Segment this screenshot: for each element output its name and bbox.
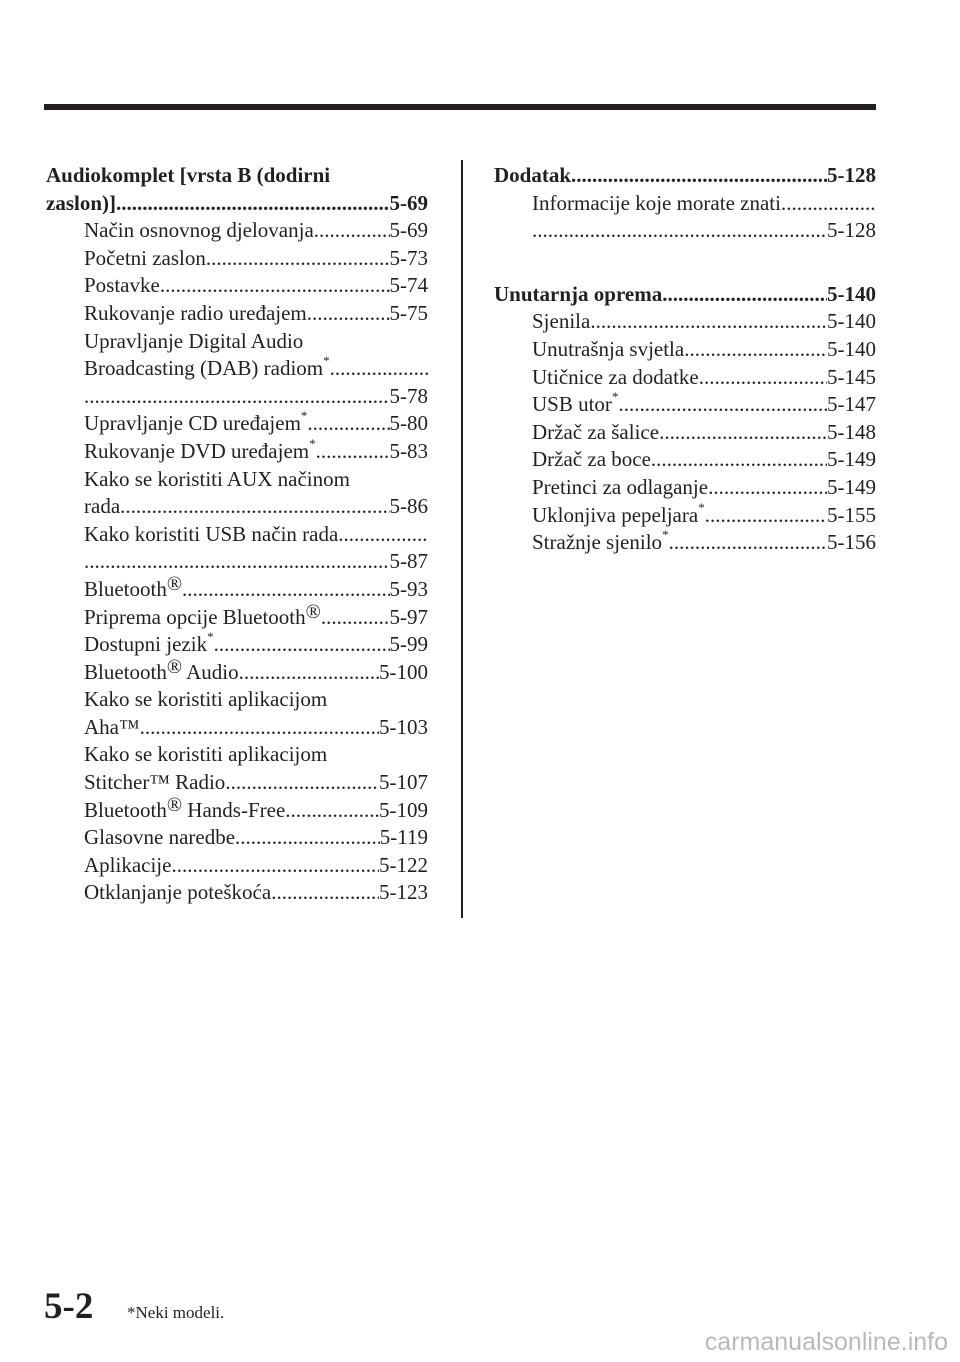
entry-line xyxy=(84,714,428,742)
page-reference[interactable]: 5-119 xyxy=(379,825,428,850)
page-reference[interactable]: 5-149 xyxy=(827,447,876,472)
entry-text: Unutrašnja svjetla xyxy=(532,336,685,361)
page-reference[interactable]: 5-93 xyxy=(389,576,428,601)
entry-text: Rukovanje radio uređajem xyxy=(84,300,307,325)
dot-leader xyxy=(307,410,389,438)
toc-subentry[interactable] xyxy=(46,410,428,438)
toc-subentry[interactable] xyxy=(46,383,428,411)
dot-leader xyxy=(618,391,827,419)
watermark: carmanualsonline.info xyxy=(704,1328,948,1356)
entry-line xyxy=(532,217,876,245)
page-reference[interactable]: 5-140 xyxy=(827,336,876,361)
registered-mark: ® xyxy=(166,572,183,595)
entry-line xyxy=(84,655,428,687)
page-reference[interactable]: 5-103 xyxy=(379,714,428,739)
toc-subentry[interactable] xyxy=(46,355,428,383)
entry-line xyxy=(84,272,428,300)
toc-section-entry[interactable] xyxy=(46,162,428,190)
entry-text: Kako se koristiti AUX načinom xyxy=(84,466,350,491)
dot-leader xyxy=(84,383,390,411)
page-reference[interactable]: 5-83 xyxy=(389,438,428,463)
entry-line xyxy=(532,474,876,502)
entry-line xyxy=(84,217,428,245)
entry-line xyxy=(84,435,428,466)
page-reference[interactable]: 5-145 xyxy=(827,364,876,389)
entry-text: Utičnice za dodatke xyxy=(532,364,699,389)
entry-line xyxy=(84,631,428,659)
toc-subentry[interactable] xyxy=(494,391,876,419)
toc-section-entry[interactable] xyxy=(494,281,876,309)
entry-line xyxy=(84,548,428,576)
dot-leader xyxy=(206,245,390,273)
dot-leader xyxy=(659,419,827,447)
page-reference[interactable]: 5-99 xyxy=(389,632,428,657)
toc-subentry[interactable] xyxy=(46,769,428,797)
dot-leader xyxy=(235,824,380,852)
dot-leader xyxy=(84,548,390,576)
entry-text: Bluetooth® Hands-Free xyxy=(84,793,286,822)
page-reference[interactable]: 5-148 xyxy=(827,419,876,444)
dot-leader xyxy=(171,852,379,880)
entry-line xyxy=(84,600,428,632)
footnote-marker: * xyxy=(309,435,316,451)
entry-line xyxy=(84,383,428,411)
entry-text: Držač za šalice xyxy=(532,419,660,444)
entry-title xyxy=(84,328,428,356)
entry-text: Pretinci za odlaganje xyxy=(532,474,709,499)
footnote-marker: * xyxy=(611,389,619,405)
entry-text: Bluetooth® Audio xyxy=(84,655,239,684)
entry-line xyxy=(494,162,876,190)
entry-line xyxy=(84,493,428,521)
page-reference[interactable]: 5-74 xyxy=(389,273,428,298)
toc-subentry[interactable] xyxy=(46,741,428,769)
dot-leader xyxy=(307,300,390,328)
toc-subentry[interactable] xyxy=(46,655,428,687)
entry-line xyxy=(532,499,876,530)
entry-line xyxy=(46,190,428,218)
page-reference[interactable]: 5-73 xyxy=(389,245,428,270)
page-reference[interactable]: 5-128 xyxy=(827,163,876,187)
toc-subentry[interactable] xyxy=(46,548,428,576)
toc-subentry[interactable] xyxy=(494,308,876,336)
toc-subentry[interactable] xyxy=(46,686,428,714)
dot-leader xyxy=(699,364,827,392)
toc-subentry[interactable] xyxy=(494,190,876,218)
dot-leader xyxy=(669,529,827,557)
entry-line xyxy=(532,336,876,364)
footnote-marker: * xyxy=(698,499,705,515)
page-reference[interactable]: 5-128 xyxy=(827,218,876,243)
toc-subentry[interactable] xyxy=(494,446,876,474)
page-reference[interactable]: 5-109 xyxy=(379,797,428,822)
entry-line xyxy=(494,281,876,309)
entry-text: Informacije koje morate znati xyxy=(532,190,781,215)
page-reference[interactable]: 5-140 xyxy=(827,281,876,306)
footnote-marker: * xyxy=(207,629,214,645)
entry-line xyxy=(84,245,428,273)
entry-line xyxy=(84,852,428,880)
entry-line xyxy=(532,308,876,336)
entry-line xyxy=(532,419,876,447)
page-reference[interactable]: 5-123 xyxy=(379,880,428,905)
registered-mark: ® xyxy=(166,793,183,816)
entry-text: Priprema opcije Bluetooth® xyxy=(84,600,321,629)
column-divider xyxy=(461,160,463,918)
registered-mark: ® xyxy=(305,600,321,623)
page-reference[interactable]: 5-122 xyxy=(379,852,428,877)
toc-subentry[interactable] xyxy=(46,600,428,632)
dot-leader xyxy=(781,190,876,218)
entry-text: Aha™ xyxy=(84,714,140,739)
toc-subentry[interactable] xyxy=(46,631,428,659)
entry-line xyxy=(84,793,428,825)
toc-subentry[interactable] xyxy=(494,364,876,392)
dot-leader xyxy=(590,308,827,336)
toc-subentry[interactable] xyxy=(46,435,428,466)
entry-text: Audiokomplet [vrsta B (dodirni xyxy=(46,163,331,187)
page-reference[interactable]: 5-97 xyxy=(389,604,428,629)
toc-subentry[interactable] xyxy=(46,824,428,852)
entry-title xyxy=(46,162,428,190)
entry-text: Dostupni jezik* xyxy=(84,629,214,657)
page-reference[interactable]: 5-69 xyxy=(389,218,428,243)
toc-subentry[interactable] xyxy=(494,217,876,245)
toc-subentry[interactable] xyxy=(46,793,428,825)
page-reference[interactable]: 5-147 xyxy=(827,392,876,417)
toc-subentry[interactable] xyxy=(46,466,428,494)
entry-text: Uklonjiva pepeljara* xyxy=(532,499,705,527)
section-gap xyxy=(494,245,876,281)
entry-line xyxy=(84,410,428,438)
toc-subentry[interactable] xyxy=(46,300,428,328)
page-reference[interactable]: 5-140 xyxy=(827,309,876,334)
dot-leader xyxy=(271,879,379,907)
toc-subentry[interactable] xyxy=(494,336,876,364)
page-reference[interactable]: 5-107 xyxy=(379,770,428,795)
top-rule xyxy=(44,104,876,110)
entry-line xyxy=(84,824,428,852)
footnote-marker: * xyxy=(300,408,308,424)
toc-left-column xyxy=(46,162,428,907)
toc-subentry[interactable] xyxy=(46,879,428,907)
dot-leader xyxy=(338,521,428,549)
dot-leader xyxy=(285,797,379,825)
dot-leader xyxy=(116,190,390,218)
entry-line xyxy=(84,879,428,907)
entry-text: Upravljanje Digital Audio xyxy=(84,328,304,353)
entry-line xyxy=(84,355,428,383)
entry-text: Aplikacije xyxy=(84,852,172,877)
toc-subentry[interactable] xyxy=(46,493,428,521)
dot-leader xyxy=(571,162,827,190)
dot-leader xyxy=(120,493,389,521)
entry-title xyxy=(84,466,428,494)
footnote-marker: * xyxy=(323,353,330,369)
entry-text: Bluetooth® xyxy=(84,572,183,601)
entry-line xyxy=(532,364,876,392)
toc-subentry[interactable] xyxy=(494,419,876,447)
entry-line xyxy=(84,769,428,797)
dot-leader xyxy=(532,217,827,245)
dot-leader xyxy=(708,474,827,502)
entry-text: Stražnje sjenilo* xyxy=(532,527,669,555)
dot-leader xyxy=(662,281,827,309)
registered-mark: ® xyxy=(166,655,183,678)
dot-leader xyxy=(225,769,379,797)
toc-subentry[interactable] xyxy=(46,714,428,742)
page-number: 5-2 xyxy=(44,1286,94,1327)
entry-text: Način osnovnog djelovanja xyxy=(84,218,314,243)
page-reference[interactable]: 5-86 xyxy=(389,494,428,519)
dot-leader xyxy=(321,604,390,632)
entry-line xyxy=(532,190,876,218)
dot-leader xyxy=(239,659,379,687)
entry-text: Kako koristiti USB način rada xyxy=(84,521,339,546)
toc-right-column xyxy=(494,162,876,557)
footnote-marker: * xyxy=(662,527,669,543)
entry-text: Držač za boce xyxy=(532,447,651,472)
toc-subentry[interactable] xyxy=(46,245,428,273)
page-reference[interactable]: 5-156 xyxy=(827,530,876,555)
page-reference[interactable]: 5-78 xyxy=(389,383,428,408)
entry-text: Kako se koristiti aplikacijom xyxy=(84,742,328,767)
entry-line xyxy=(84,521,428,549)
dot-leader xyxy=(705,502,827,530)
entry-line xyxy=(84,572,428,604)
entry-text: Glasovne naredbe xyxy=(84,825,236,850)
entry-title xyxy=(84,741,428,769)
entry-text: Kako se koristiti aplikacijom xyxy=(84,687,328,712)
entry-text: Stitcher™ Radio xyxy=(84,770,226,795)
page-reference[interactable]: 5-100 xyxy=(379,659,428,684)
toc-subentry[interactable] xyxy=(494,474,876,502)
entry-text: Sjenila xyxy=(532,309,591,334)
toc-section-entry[interactable] xyxy=(494,162,876,190)
entry-line xyxy=(532,391,876,419)
entry-title xyxy=(84,686,428,714)
dot-leader xyxy=(140,714,379,742)
entry-text: Rukovanje DVD uređajem* xyxy=(84,435,316,463)
dot-leader xyxy=(684,336,827,364)
toc-subentry[interactable] xyxy=(494,499,876,530)
entry-line xyxy=(84,300,428,328)
dot-leader xyxy=(314,217,390,245)
dot-leader xyxy=(160,272,390,300)
footnote: *Neki modeli. xyxy=(127,1303,225,1322)
dot-leader xyxy=(330,355,428,383)
entry-text: Postavke xyxy=(84,273,160,298)
entry-text: Početni zaslon xyxy=(84,245,206,270)
dot-leader xyxy=(651,446,827,474)
entry-text: Broadcasting (DAB) radiom* xyxy=(84,353,330,381)
toc-subentry[interactable] xyxy=(46,572,428,604)
toc-subentry[interactable] xyxy=(46,521,428,549)
page-reference[interactable]: 5-155 xyxy=(827,502,876,527)
entry-text: Upravljanje CD uređajem* xyxy=(84,408,308,436)
toc-subentry[interactable] xyxy=(46,852,428,880)
dot-leader xyxy=(214,631,390,659)
entry-text: zaslon)] xyxy=(46,190,116,215)
page-reference[interactable]: 5-75 xyxy=(389,300,428,325)
toc-subentry[interactable] xyxy=(46,272,428,300)
page-reference[interactable]: 5-80 xyxy=(389,411,428,436)
entry-text: Otklanjanje poteškoća xyxy=(84,880,272,905)
entry-text: Dodatak xyxy=(494,163,572,187)
entry-line xyxy=(532,446,876,474)
page-reference[interactable]: 5-87 xyxy=(389,549,428,574)
toc-subentry[interactable] xyxy=(494,529,876,557)
entry-line xyxy=(532,529,876,557)
dot-leader xyxy=(182,576,389,604)
entry-text: USB utor* xyxy=(532,389,619,417)
dot-leader xyxy=(316,438,390,466)
page-reference[interactable]: 5-69 xyxy=(389,190,428,215)
toc-section-entry[interactable] xyxy=(46,190,428,218)
entry-text: Unutarnja oprema xyxy=(494,281,663,306)
toc-subentry[interactable] xyxy=(46,328,428,356)
toc-subentry[interactable] xyxy=(46,217,428,245)
page-reference[interactable]: 5-149 xyxy=(827,474,876,499)
entry-text: rada xyxy=(84,494,121,519)
